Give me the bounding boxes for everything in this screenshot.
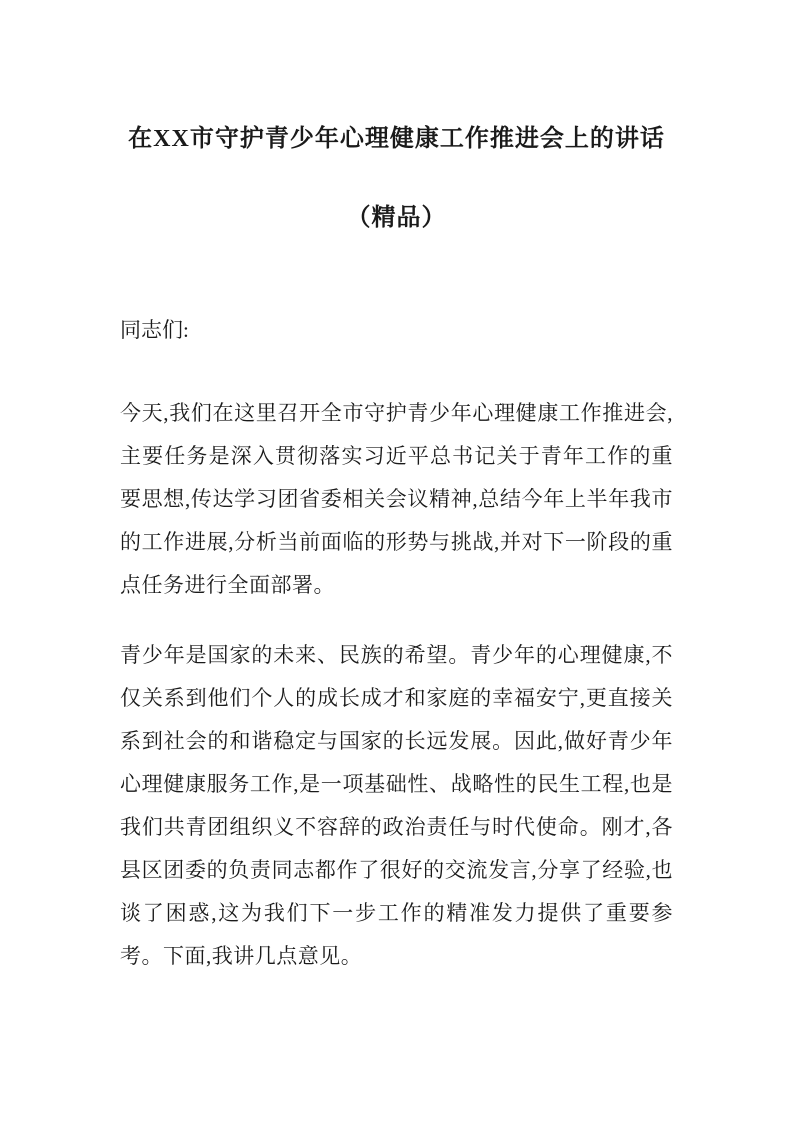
paragraph-significance: 青少年是国家的未来、民族的希望。青少年的心理健康,不仅关系到他们个人的成长成才和家庭的幸福安宁,更直接关系到社会的和谐稳定与国家的长远发展。因此,做好青少年心理健康服务工作,是一项基础性、战略性的民生工程,也是我们共青团组织义不容辞的政治责任与时代使命。刚才,各县区团委的负责同志都作了很好的交流发言,分享了经验,也谈了困惑,这为我们下一步工作的精准发力提供了重要参考。下面,我讲几点意见。 [120, 643, 673, 968]
salutation: 同志们: [120, 318, 189, 342]
paragraph-opening: 今天,我们在这里召开全市守护青少年心理健康工作推进会,主要任务是深入贯彻落实习近平总书记关于青年工作的重要思想,传达学习团省委相关会议精神,总结今年上半年我市的工作进展,分析当前面临的形势与挑战,并对下一阶段的重点任务进行全面部署。 [120, 401, 673, 597]
document-title: 在XX市守护青少年心理健康工作推进会上的讲话 [128, 126, 665, 152]
document-subtitle: （精品） [346, 205, 447, 231]
